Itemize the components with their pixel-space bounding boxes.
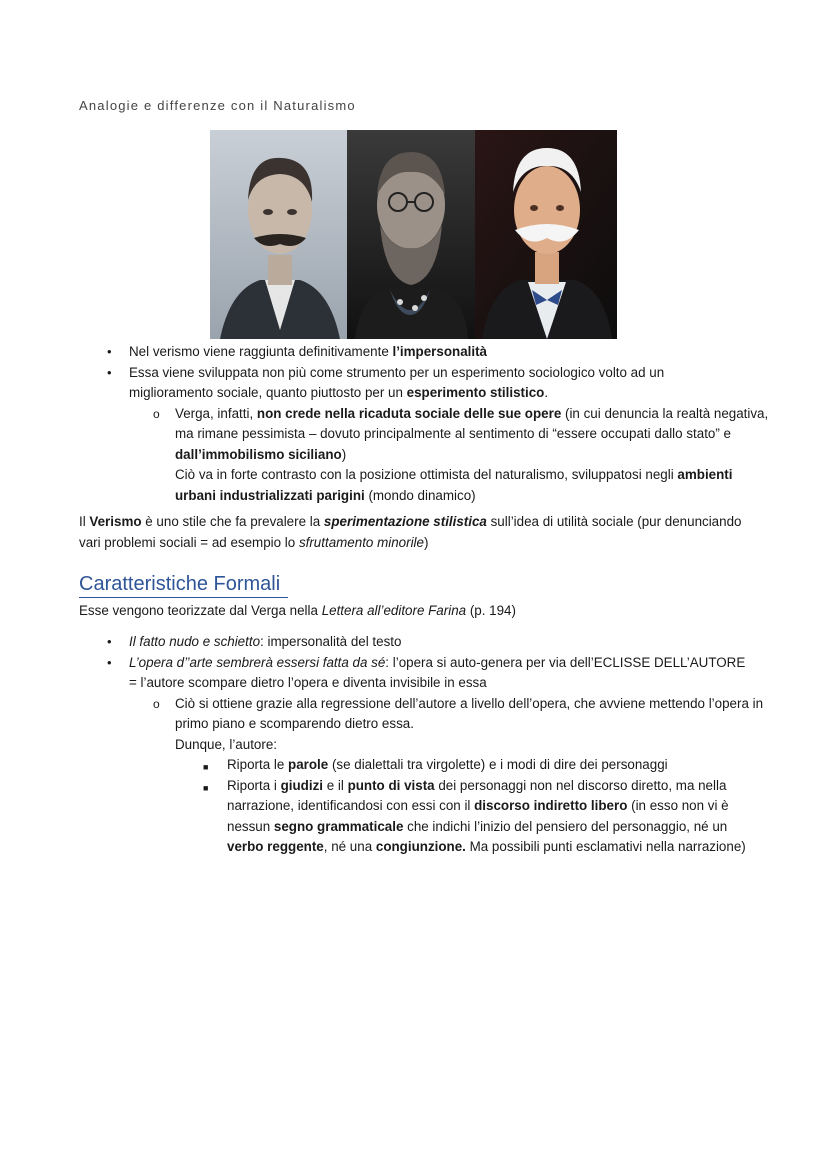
text-run: L’opera d’’arte sembrerà essersi fatta da sé — [129, 654, 386, 670]
text-run: congiunzione. — [375, 839, 466, 854]
bullet-marker: • — [107, 654, 112, 670]
text-run: Verga, infatti, — [175, 405, 257, 421]
list-item-text — [129, 363, 749, 404]
text-run: ) — [341, 446, 347, 462]
text-run: Il fatto nudo e schietto — [129, 634, 261, 649]
bullet-marker: o — [153, 406, 160, 421]
list-item — [0, 342, 828, 363]
text-run: Verismo — [89, 514, 142, 529]
text-run: esperimento stilistico — [406, 385, 545, 400]
list-item-text — [175, 694, 775, 756]
text-run: Ma possibili punti esclamativi nella narrazione) — [465, 839, 746, 854]
text-run: parole — [288, 757, 329, 772]
text-run: segno grammaticale — [273, 818, 404, 834]
list-item — [0, 653, 828, 694]
text-run: che indichi l’inizio del pensiero del personaggio, né un — [403, 818, 728, 834]
text-run: verbo reggente — [227, 839, 324, 854]
text-run: Dunque, l’autore: — [175, 736, 277, 752]
list-item — [0, 694, 828, 756]
text-run: è uno stile che fa prevalere la — [141, 514, 324, 529]
text-run: (in esso non vi è nessun — [227, 798, 729, 834]
text-run: ) — [423, 534, 429, 550]
text-run: e il — [323, 777, 348, 793]
paragraph-lettera — [79, 601, 759, 622]
text-run: Nel verismo viene raggiunta definitivamente — [129, 344, 393, 359]
text-run: sull’idea di utilità sociale (pur denunciando vari problemi sociali = ad esempio lo — [79, 514, 742, 550]
text-run: Lettera all’editore Farina — [321, 603, 467, 618]
bullet-marker: o — [153, 696, 160, 711]
text-run: Il — [79, 514, 90, 529]
section-subtitle: Analogie e differenze con il Naturalismo — [79, 98, 356, 113]
portrait-center — [347, 130, 475, 339]
list-item-text — [175, 404, 775, 507]
text-run: . — [544, 385, 549, 400]
text-run: punto di vista — [347, 777, 435, 793]
text-run: giudizi — [280, 777, 323, 793]
bullet-marker: • — [107, 344, 112, 359]
text-run: : impersonalità del testo — [260, 634, 402, 649]
bullet-list-caratteristiche — [0, 632, 828, 858]
list-item-text — [129, 632, 749, 653]
list-item — [0, 776, 828, 858]
bullet-marker: • — [107, 364, 112, 380]
text-run: (in cui denuncia la realtà negativa, ma rimane pessimista – dovuto principalmente al sentimento di “essere occupati dallo stato” e — [175, 405, 769, 441]
list-item — [0, 363, 828, 404]
text-run: (se dialettali tra virgolette) e i modi di dire dei personaggi — [328, 757, 668, 772]
text-run: sperimentazione stilistica — [323, 514, 487, 529]
paragraph-verismo — [79, 512, 759, 553]
text-run: Essa viene sviluppata non più come strumento per un esperimento sociologico volto ad un miglioramento sociale, quanto piuttosto per un — [129, 364, 665, 400]
text-run: , né una — [323, 839, 376, 854]
text-run: Esse vengono teorizzate dal Verga nella — [79, 603, 322, 618]
bullet-marker: ■ — [203, 762, 209, 772]
section-heading: Caratteristiche Formali — [79, 573, 281, 595]
bullet-marker: ■ — [203, 782, 209, 793]
text-run: Riporta i — [227, 777, 281, 793]
list-item-text — [129, 342, 749, 363]
list-item — [0, 404, 828, 507]
bullet-list-verismo — [0, 342, 828, 506]
text-run: : l’opera si auto-genera per via dell’ECLISSE DELL’AUTORE = l’autore scompare dietro l’opera e diventa invisibile in essa — [129, 654, 746, 690]
text-run: Ciò va in forte contrasto con la posizione ottimista del naturalismo, sviluppatosi negli — [175, 467, 678, 482]
text-run: dei personaggi non nel discorso diretto, ma nella narrazione, identificandosi con essi con il — [227, 777, 727, 813]
list-item — [0, 755, 828, 776]
heading-underline — [79, 597, 288, 598]
text-run: (mondo dinamico) — [364, 487, 476, 503]
text-run: ambienti urbani industrializzati parigini — [175, 467, 733, 503]
text-run: sfruttamento minorile — [298, 534, 424, 550]
text-run: l’impersonalità — [392, 344, 487, 359]
text-run: Riporta le — [227, 757, 289, 772]
list-item-text — [227, 776, 757, 858]
text-run: discorso indiretto libero — [474, 798, 628, 813]
text-run: dall’immobilismo siciliano — [175, 446, 342, 462]
portrait-left — [210, 130, 347, 339]
portrait-right — [475, 130, 617, 339]
list-item-text — [227, 755, 757, 776]
list-item-text — [129, 653, 749, 694]
bullet-marker: • — [107, 634, 112, 649]
list-item — [0, 632, 828, 653]
portraits-illustration — [210, 130, 617, 339]
text-run: non crede nella ricaduta sociale delle sue opere — [256, 405, 562, 421]
portraits-image — [210, 130, 617, 339]
text-run: Ciò si ottiene grazie alla regressione dell’autore a livello dell’opera, che avviene mettendo l’opera in primo piano e scomparendo dietro essa. — [175, 695, 764, 731]
text-run: (p. 194) — [466, 603, 516, 618]
